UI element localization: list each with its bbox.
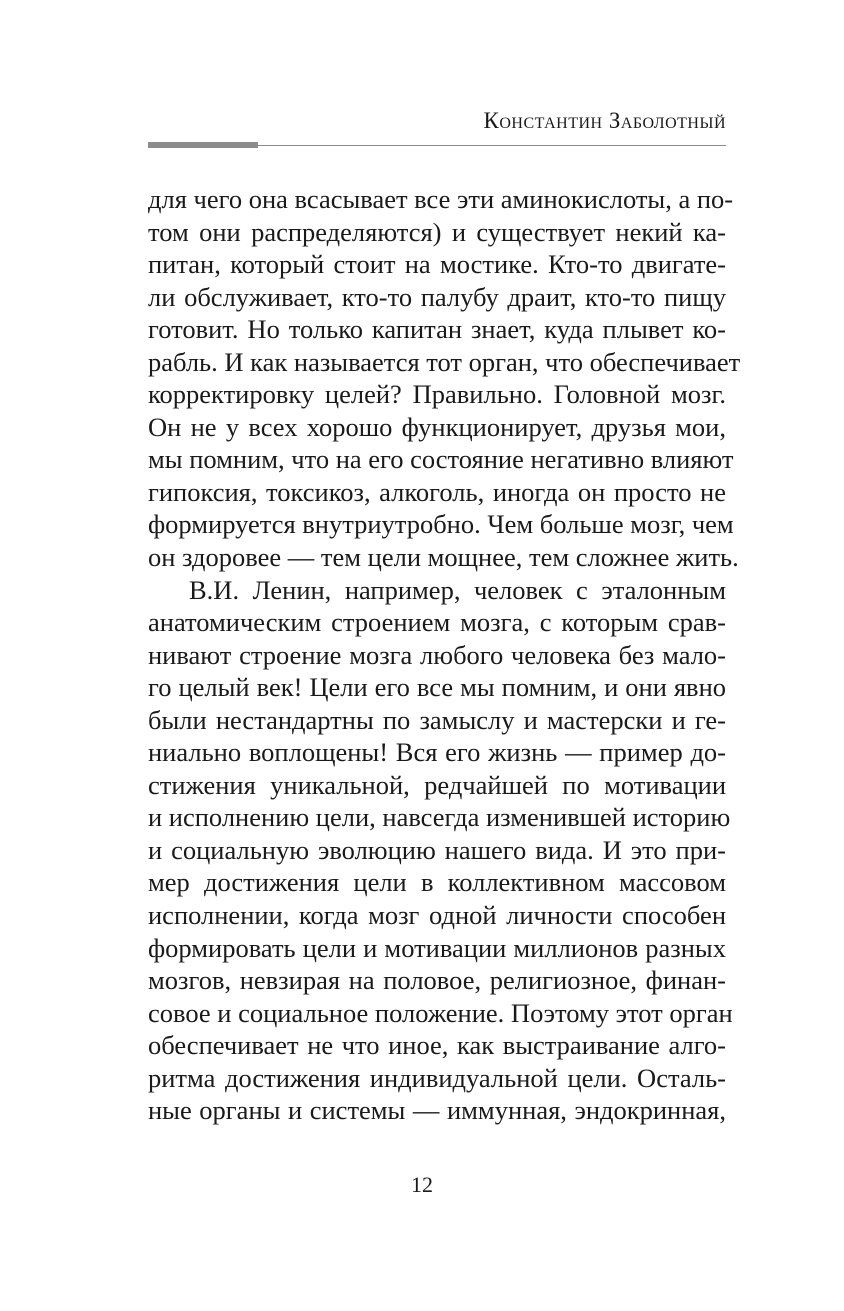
text-line: мы помним, что на его состояние негативно влияют — [148, 444, 734, 475]
text-line: том они распределяются) и существует некий ка- — [148, 216, 726, 247]
text-line: В.И. Ленин, например, человек с эталонным — [189, 574, 726, 605]
text-line: Он не у всех хорошо функционирует, друзья мои, — [148, 411, 726, 442]
text-line: ритма достижения индивидуальной цели. Осталь- — [148, 1062, 726, 1093]
text-line: и социальную эволюцию нашего вида. И это при- — [148, 834, 726, 865]
text-line: он здоровее — тем цели мощнее, тем сложнее жить. — [148, 542, 739, 573]
header-rule-accent — [148, 142, 258, 148]
text-line: обеспечивает не что иное, как выстраивание алго- — [148, 1030, 726, 1061]
text-line: го целый век! Цели его все мы помним, и они явно — [148, 672, 726, 703]
text-line: были нестандартны по замыслу и мастерски и ге- — [148, 704, 726, 735]
text-line: готовит. Но только капитан знает, куда плывет ко- — [148, 314, 726, 345]
text-line: стижения уникальной, редчайшей по мотивации — [148, 769, 726, 800]
text-line: формируется внутриутробно. Чем больше мозг, чем — [148, 509, 734, 540]
text-line: анатомическим строением мозга, с которым срав- — [148, 607, 726, 638]
text-line: ли обслуживает, кто-то палубу драит, кто-то пищу — [148, 281, 726, 312]
text-line: ные органы и системы — иммунная, эндокринная, — [148, 1095, 726, 1126]
text-line: формировать цели и мотивации миллионов разных — [148, 932, 726, 963]
text-line: корректировку целей? Правильно. Головной мозг. — [148, 379, 726, 410]
text-line: для чего она всасывает все эти аминокислоты, а по- — [148, 184, 734, 214]
text-line: ниально воплощены! Вся его жизнь — пример до- — [148, 737, 726, 768]
text-line: совое и социальное положение. Поэтому этот орган — [148, 997, 733, 1028]
text-line: питан, который стоит на мостике. Кто-то двигате- — [148, 249, 726, 280]
text-line: мозгов, невзирая на половое, религиозное, финан- — [148, 965, 726, 996]
text-line: гипоксия, токсикоз, алкоголь, иногда он просто не — [148, 476, 726, 507]
body-text — [148, 183, 741, 1127]
text-line: исполнении, когда мозг одной личности способен — [148, 900, 726, 931]
running-header-author: Константин Заболотный — [483, 108, 726, 133]
text-line: и исполнению цели, навсегда изменившей историю — [148, 802, 731, 833]
page-number: 12 — [411, 1172, 433, 1197]
text-line: мер достижения цели в коллективном массовом — [148, 867, 726, 898]
text-line: рабль. И как называется тот орган, что обеспечивает — [148, 346, 741, 377]
text-line: нивают строение мозга любого человека без мало- — [148, 639, 726, 670]
